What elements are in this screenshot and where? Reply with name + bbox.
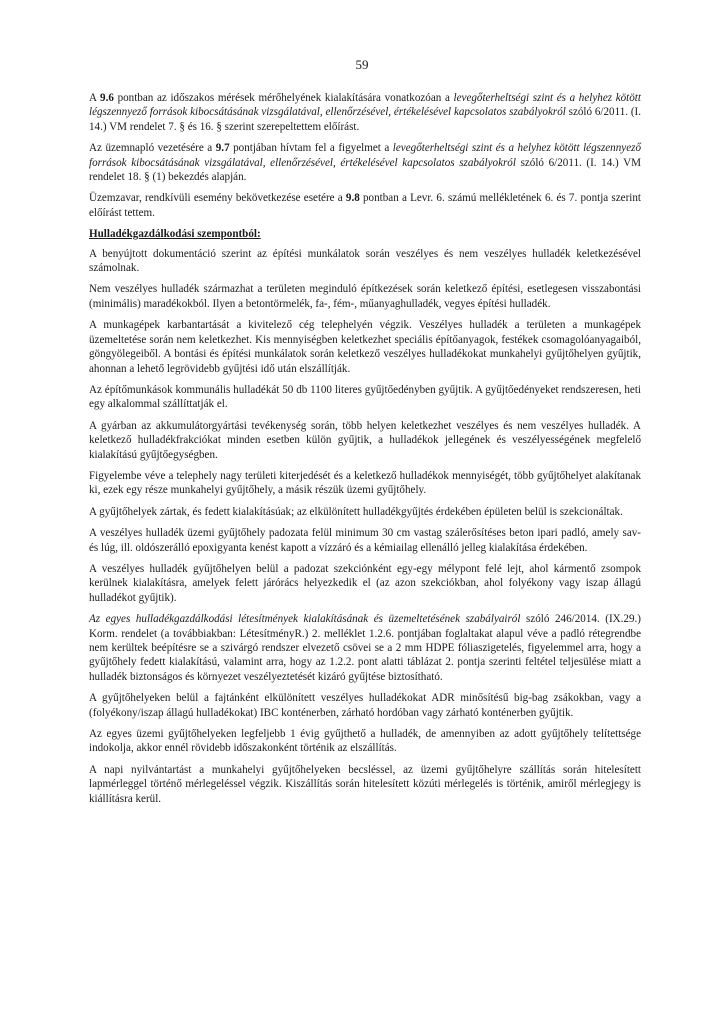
paragraph-text: A gyűjtőhelyek zártak, és fedett kialakításúak; az elkülönített hulladékgyűjtés érdekében épületen belül is szekcionáltak. <box>89 505 623 518</box>
paragraph-text: szóló 246/2014. (IX.29.) Korm. rendelet (a továbbiakban: LétesítményR.) 2. melléklet 1.2.6. pontjában foglaltakat alapul véve a padló rétegrendbe nem kerültek beépítésre se a szivárgó rendszer elvezető csövei se a 2 mm HDPE fóliaszigetelés, figyelemmel arra, hogy a gyűjtőhely fedett kialakítású, valamint arra, hogy az 1.2.2. pont alatti táblázat 2. pontja szerinti feltétel teljesülése miatt a hulladék biztonságos és környezet veszélyeztetését kizáró gyűjtése biztosítható. <box>89 613 641 683</box>
legal-citation-title: Az egyes hulladékgazdálkodási létesítmények kialakításának és üzemeltetésének szabályairól <box>89 613 521 626</box>
paragraph <box>89 91 641 134</box>
paragraph-text: szóló 6/2011. (I. 14.) VM rendelet 7. § és 16. § szerint szerepeltettem előírást. <box>89 106 641 133</box>
paragraph-text: Nem veszélyes hulladék származhat a területen meginduló építkezések során keletkező építési, esetlegesen visszabontási (minimális) maradékokból. Ilyen a betontörmelék, fa-, fém-, műanyaghulladék, vegyes építési hulladék. <box>89 283 641 310</box>
paragraph <box>89 247 641 276</box>
paragraph <box>89 505 641 519</box>
point-reference: 9.6 <box>100 92 114 104</box>
paragraph <box>89 318 641 376</box>
paragraph <box>89 469 641 498</box>
paragraph-text: Az üzemnapló vezetésére a <box>89 142 216 155</box>
paragraph-text: Hulladékgazdálkodási szempontból: <box>89 228 261 241</box>
page-number: 59 <box>355 57 369 72</box>
document-body <box>89 91 641 813</box>
point-reference: 9.7 <box>215 142 230 155</box>
legal-citation-title: levegőterheltségi szint és a helyhez kötött légszennyező források kibocsátásának vizsgálatával, ellenőrzésével, értékelésével kapcsolatos szabályokról <box>89 92 641 119</box>
paragraph-text: pontban az időszakos mérések mérőhelyének kialakítására vonatkozóan a <box>113 92 454 104</box>
paragraph <box>89 727 641 756</box>
paragraph-text: A munkagépek karbantartását a kivitelező cég telephelyén végzik. Veszélyes hulladék a területen a munkagépek üzemeltetése során nem keletkezhet. Kis mennyiségben keletkezhet speciális építőanyagok, festékek csomagolóanyagaiból, göngyölegeiből. A bontási és építési munkálatok során keletkező veszélyes hulladékokat munkahelyi gyűjtőhelyen gyűjtik, ahonnan a lehető legrövidebb gyűjtési idő után elszállítják. <box>89 319 641 375</box>
paragraph <box>89 282 641 311</box>
paragraph-text: pontjában hívtam fel a figyelmet a <box>229 142 393 155</box>
paragraph <box>89 763 641 806</box>
paragraph-text: Üzemzavar, rendkívüli esemény bekövetkezése esetére a <box>89 192 346 205</box>
paragraph <box>89 191 641 220</box>
paragraph <box>89 526 641 555</box>
paragraph <box>89 612 641 684</box>
paragraph <box>89 691 641 720</box>
paragraph-text: A gyűjtőhelyeken belül a fajtánként elkülönített veszélyes hulladékokat ADR minősítésű big-bag zsákokban, vagy a (folyékony/iszap állagú hulladékokat) IBC konténerben, zárható hordóban vagy zárható konténerben gyűjtik. <box>89 692 641 719</box>
paragraph <box>89 562 641 605</box>
paragraph-text: Az építőmunkások kommunális hulladékát 50 db 1100 literes gyűjtőedényben gyűjtik. A gyűjtőedényeket rendszeresen, heti egy alkalommal szállíttatják el. <box>89 383 641 411</box>
paragraph-text: szóló 6/2011. (I. 14.) VM rendelet 18. § (1) bekezdés alapján. <box>89 156 641 184</box>
legal-citation-title: levegőterheltségi szint és a helyhez kötött légszennyező források kibocsátásának vizsgálatával, ellenőrzésével, értékelésével kapcsolatos szabályokról <box>89 142 641 169</box>
section-heading <box>89 227 641 241</box>
paragraph-text: A veszélyes hulladék gyűjtőhelyen belül a padozat szekciónként egy-egy mélypont felé lejt, ahol kármentő zsompok kerülnek kialakításra, amelyek felett járórács helyezkedik el (az azon szekciókban, ahol folyékony vagy iszap állagú hulladékot gyűjtik). <box>89 562 641 604</box>
paragraph-text: A veszélyes hulladék üzemi gyűjtőhely padozata felül minimum 30 cm vastag szálerősítéses beton ipari padló, amely sav- és lúg, ill. oldószerálló epoxigyanta kenést kapott a vízzáró és a kémiailag ellenálló jelleg kialakítása érdekében. <box>89 527 641 554</box>
paragraph-text: pontban a Levr. 6. számú mellékletének 6. és 7. pontja szerint előírást tettem. <box>89 192 641 219</box>
paragraph-text: Az egyes üzemi gyűjtőhelyeken legfeljebb 1 évig gyűjthető a hulladék, de amennyiben az adott gyűjtőhely telítettsége indokolja, akkor ennél rövidebb időszakonként történik az elszállítás. <box>89 728 641 755</box>
paragraph-text: A <box>89 92 101 104</box>
paragraph-text: A gyárban az akkumulátorgyártási tevékenység során, több helyen keletkezhet veszélyes és nem veszélyes hulladék. A keletkező hulladékfrakciókat minden esetben külön gyűjtik, a hulladékok jellegének és veszélyességének megfelelő kialakítású gyűjtőegységben. <box>89 419 641 461</box>
paragraph-text: A benyújtott dokumentáció szerint az építési munkálatok során veszélyes és nem veszélyes hulladék keletkezésével számolnak. <box>89 247 641 275</box>
paragraph-text: Figyelembe véve a telephely nagy területi kiterjedését és a keletkező hulladékok mennyiségét, több gyűjtőhelyet alakítanak ki, ezek egy része munkahelyi gyűjtőhely, a másik részük üzemi gyűjtőhely. <box>89 469 641 497</box>
paragraph <box>89 383 641 412</box>
point-reference: 9.8 <box>345 192 360 205</box>
paragraph-text: A napi nyilvántartást a munkahelyi gyűjtőhelyeken becsléssel, az üzemi gyűjtőhelyre szállítás során hitelesített lapmérleggel történő mérlegeléssel végzik. Kiszállítás során hitelesített közúti mérlegelés is történik, amiről mérlegjegy is kiállításra kerül. <box>89 763 641 805</box>
paragraph <box>89 419 641 462</box>
paragraph <box>89 141 641 184</box>
